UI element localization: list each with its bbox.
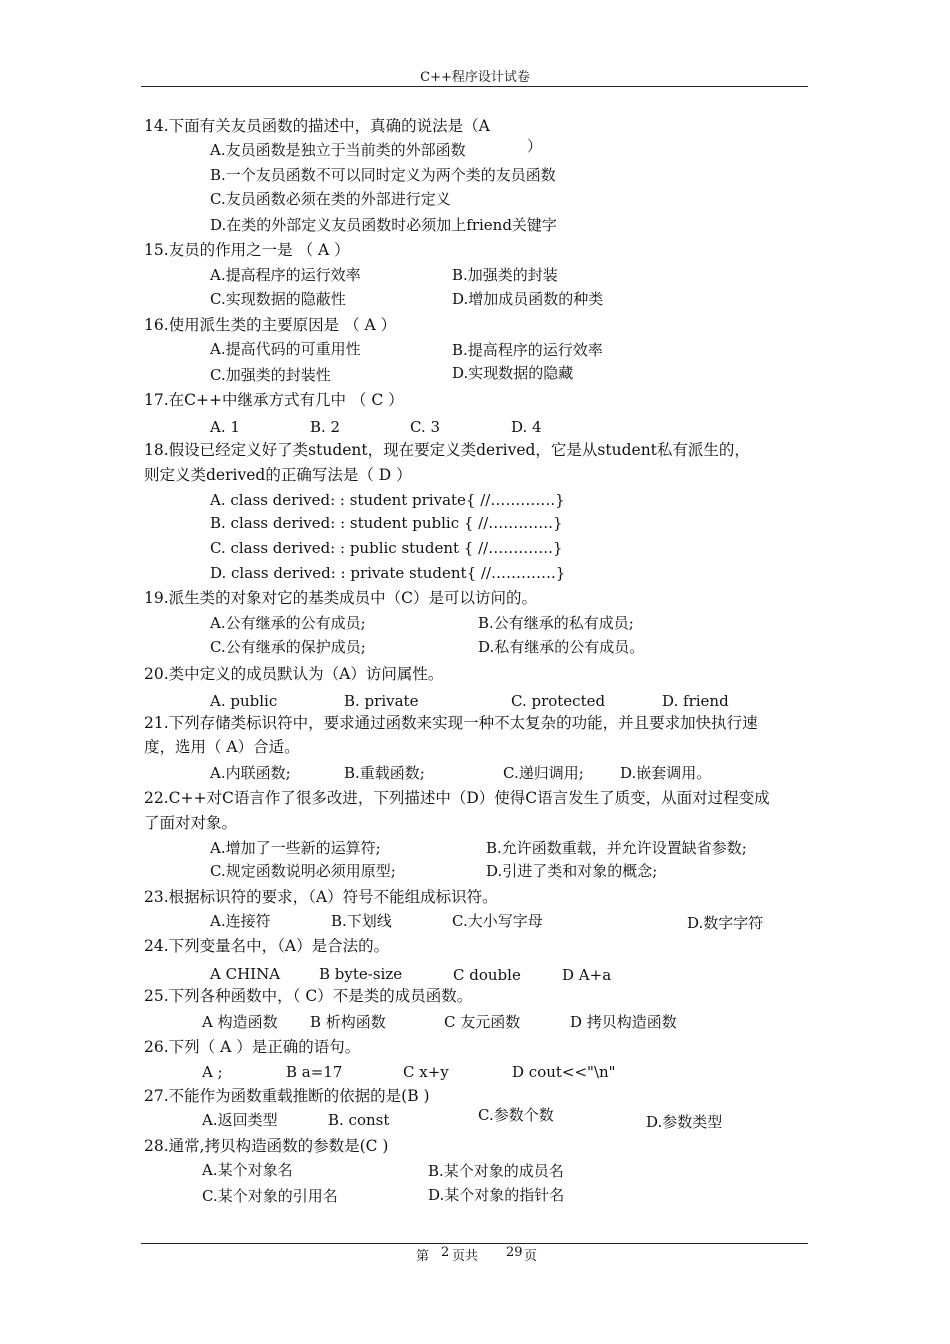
q27-option-c: C.参数个数: [478, 1106, 554, 1124]
q16-option-c: C.加强类的封装性: [210, 366, 331, 384]
q24-option-a: A CHINA: [210, 965, 281, 983]
q21-stem-line2: 度，选用（ A）合适。: [144, 738, 300, 756]
q18-stem-line2: 则定义类derived的正确写法是（ D ）: [144, 466, 412, 484]
q22-stem-line2: 了面对对象。: [144, 814, 238, 832]
q17-option-c: C. 3: [410, 418, 441, 436]
q20-option-d: D. friend: [662, 692, 729, 710]
q23-option-d: D.数字字符: [687, 914, 764, 932]
q15-stem: 15.友员的作用之一是 （ A ）: [144, 241, 350, 259]
q18-option-d: D. class derived: : private student{ //………….}: [210, 564, 566, 582]
q14-option-b: B.一个友员函数不可以同时定义为两个类的友员函数: [210, 166, 556, 184]
q14-closing-paren: ）: [527, 137, 543, 155]
q27-stem: 27.不能作为函数重载推断的依据的是(B ): [144, 1087, 430, 1105]
q18-stem: 18.假设已经定义好了类student，现在要定义类derived，它是从student私有派生的，: [144, 441, 750, 459]
q23-option-a: A.连接符: [210, 912, 271, 930]
q18-option-b: B. class derived: : student public { //………….}: [210, 514, 563, 532]
q25-option-a: A 构造函数: [202, 1013, 278, 1031]
q16-option-b: B.提高程序的运行效率: [452, 341, 603, 359]
footer-page-suffix: 页: [524, 1249, 538, 1264]
q15-option-c: C.实现数据的隐蔽性: [210, 290, 346, 308]
q22-option-c: C.规定函数说明必须用原型;: [210, 862, 396, 880]
q21-option-a: A.内联函数;: [210, 764, 291, 782]
q20-option-c: C. protected: [511, 692, 606, 710]
footer-page-total: 29: [506, 1245, 523, 1260]
footer-page-mid: 页共: [452, 1249, 479, 1264]
q15-option-d: D.增加成员函数的种类: [452, 290, 604, 308]
q26-option-c: C x+y: [403, 1063, 449, 1081]
q17-option-b: B. 2: [310, 418, 341, 436]
q15-option-a: A.提高程序的运行效率: [210, 266, 361, 284]
q24-option-b: B byte-size: [319, 965, 403, 983]
header-rule: [141, 86, 808, 87]
q19-option-b: B.公有继承的私有成员;: [478, 614, 634, 632]
q22-option-d: D.引进了类和对象的概念;: [486, 862, 658, 880]
q14-option-c: C.友员函数必须在类的外部进行定义: [210, 190, 451, 208]
q22-stem: 22.C++对C语言作了很多改进，下列描述中（D）使得C语言发生了质变，从面对过程变成: [144, 789, 770, 807]
q19-stem: 19.派生类的对象对它的基类成员中（C）是可以访问的。: [144, 589, 538, 607]
q26-option-d: D cout<<"\n": [512, 1063, 616, 1081]
q28-option-b: B.某个对象的成员名: [428, 1162, 564, 1180]
q20-option-b: B. private: [344, 692, 419, 710]
q25-stem: 25.下列各种函数中，（ C）不是类的成员函数。: [144, 987, 473, 1005]
q21-option-c: C.递归调用;: [503, 764, 584, 782]
q26-option-b: B a=17: [286, 1063, 343, 1081]
footer-page-prefix: 第: [416, 1249, 430, 1264]
q23-option-c: C.大小写字母: [452, 912, 543, 930]
q21-option-b: B.重载函数;: [344, 764, 425, 782]
q24-option-c: C double: [453, 966, 521, 984]
q14-stem: 14.下面有关友员函数的描述中，真确的说法是（A: [144, 117, 490, 135]
q28-option-a: A.某个对象名: [202, 1161, 293, 1179]
q20-stem: 20.类中定义的成员默认为（A）访问属性。: [144, 665, 444, 683]
q23-option-b: B.下划线: [331, 912, 392, 930]
q16-option-d: D.实现数据的隐藏: [452, 364, 574, 382]
q28-option-c: C.某个对象的引用名: [202, 1187, 338, 1205]
q17-option-a: A. 1: [210, 418, 240, 436]
q24-stem: 24.下列变量名中，（A）是合法的。: [144, 937, 390, 955]
q15-option-b: B.加强类的封装: [452, 266, 558, 284]
q16-option-a: A.提高代码的可重用性: [210, 340, 361, 358]
q28-option-d: D.某个对象的指针名: [428, 1186, 565, 1204]
q27-option-a: A.返回类型: [202, 1111, 278, 1129]
q19-option-c: C.公有继承的保护成员;: [210, 638, 366, 656]
q17-option-d: D. 4: [511, 418, 542, 436]
q18-option-c: C. class derived: : public student { //………….}: [210, 539, 563, 557]
q26-option-a: A ;: [202, 1063, 223, 1081]
q28-stem: 28.通常,拷贝构造函数的参数是(C ): [144, 1137, 389, 1155]
q22-option-b: B.允许函数重载，并允许设置缺省参数;: [486, 839, 747, 857]
q25-option-d: D 拷贝构造函数: [570, 1013, 677, 1031]
q24-option-d: D A+a: [562, 966, 612, 984]
q21-option-d: D.嵌套调用。: [620, 764, 712, 782]
q14-option-d: D.在类的外部定义友员函数时必须加上friend关键字: [210, 216, 557, 234]
q25-option-b: B 析构函数: [310, 1013, 386, 1031]
q19-option-a: A.公有继承的公有成员;: [210, 614, 366, 632]
q14-option-a: A.友员函数是独立于当前类的外部函数: [210, 141, 466, 159]
q21-stem: 21.下列存储类标识符中，要求通过函数来实现一种不太复杂的功能，并且要求加快执行速: [144, 714, 758, 732]
q18-option-a: A. class derived: : student private{ //………….}: [210, 491, 565, 509]
footer-rule: [141, 1243, 808, 1244]
footer-page-number: 2: [441, 1245, 450, 1260]
q22-option-a: A.增加了一些新的运算符;: [210, 839, 381, 857]
q27-option-b: B. const: [328, 1111, 390, 1129]
q26-stem: 26.下列（ A ）是正确的语句。: [144, 1038, 361, 1056]
q17-stem: 17.在C++中继承方式有几中 （ C ）: [144, 391, 404, 409]
q23-stem: 23.根据标识符的要求，（A）符号不能组成标识符。: [144, 888, 498, 906]
q27-option-d: D.参数类型: [646, 1113, 723, 1131]
q20-option-a: A. public: [210, 692, 278, 710]
q25-option-c: C 友元函数: [444, 1013, 521, 1031]
q16-stem: 16.使用派生类的主要原因是 （ A ）: [144, 316, 397, 334]
header-title: C++程序设计试卷: [420, 70, 530, 85]
q19-option-d: D.私有继承的公有成员。: [478, 638, 645, 656]
